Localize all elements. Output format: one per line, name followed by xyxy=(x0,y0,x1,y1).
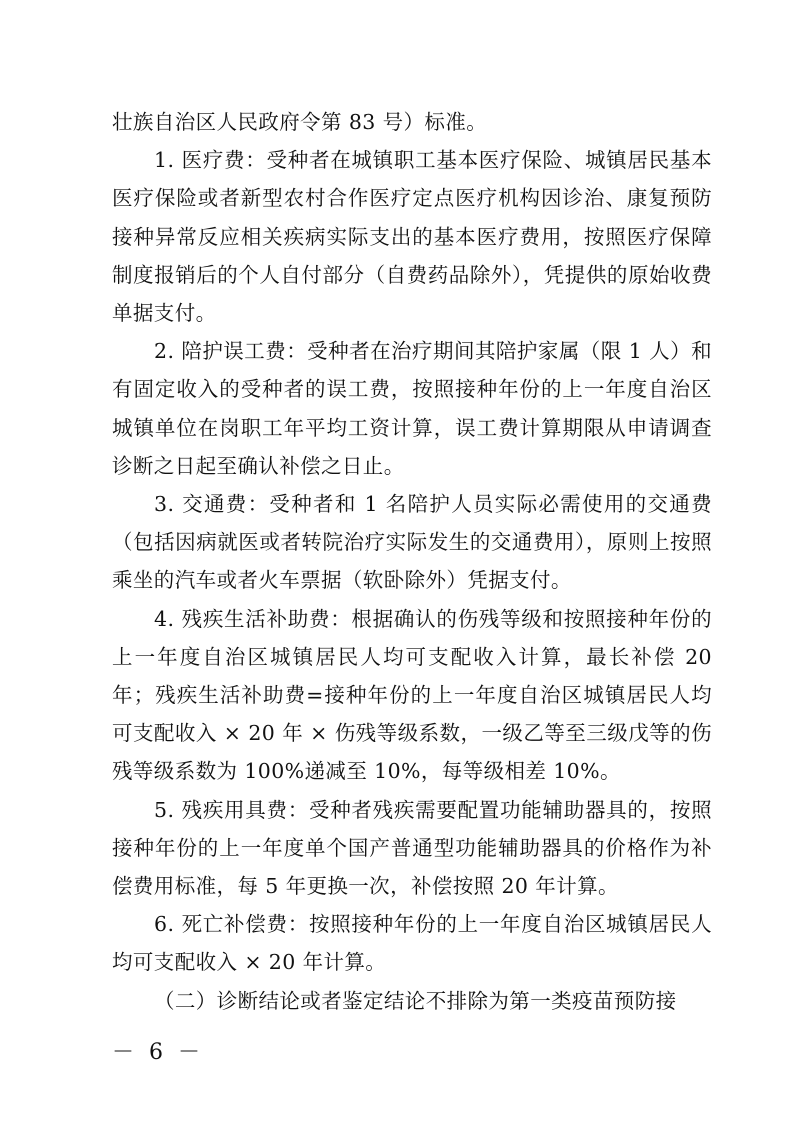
paragraph-disability-equipment: 5. 残疾用具费：受种者残疾需要配置功能辅助器具的，按照接种年份的上一年度单个国产普通型功能辅助器具的价格作为补偿费用标准，每 5 年更换一次，补偿按照 20 年计算。 xyxy=(112,797,712,899)
page-number: － 6 － xyxy=(112,1040,204,1065)
paragraph-continuation: 壮族自治区人民政府令第 83 号）标准。 xyxy=(112,110,488,134)
paragraph-section-two: （二）诊断结论或者鉴定结论不排除为第一类疫苗预防接 xyxy=(154,988,677,1013)
paragraph-nursing-lost-wages: 2. 陪护误工费：受种者在治疗期间其陪护家属（限 1 人）和有固定收入的受种者的误工费，按照接种年份的上一年度自治区城镇单位在岗职工年平均工资计算，误工费计算期限从申请调查诊断之日起至确认补偿之日止。 xyxy=(112,339,712,478)
paragraph-death-compensation: 6. 死亡补偿费：按照接种年份的上一年度自治区城镇居民人均可支配收入 × 20 年计算。 xyxy=(112,912,712,975)
paragraph-medical-expenses: 1. 医疗费：受种者在城镇职工基本医疗保险、城镇居民基本医疗保险或者新型农村合作医疗定点医疗机构因诊治、康复预防接种异常反应相关疾病实际支出的基本医疗费用，按照医疗保障制度报销后的个人自付部分（自费药品除外），凭提供的原始收费单据支付。 xyxy=(112,148,712,326)
document-body xyxy=(112,103,712,1020)
paragraph-disability-allowance: 4. 残疾生活补助费：根据确认的伤残等级和按照接种年份的上一年度自治区城镇居民人均可支配收入计算，最长补偿 20 年；残疾生活补助费=接种年份的上一年度自治区城镇居民人均可支配收入 × 20 年 × 伤残等级系数，一级乙等至三级戊等的伤残等级系数为 100%递减至 10%，每等级相差 10%。 xyxy=(112,606,712,784)
paragraph-transportation: 3. 交通费：受种者和 1 名陪护人员实际必需使用的交通费（包括因病就医或者转院治疗实际发生的交通费用），原则上按照乘坐的汽车或者火车票据（软卧除外）凭据支付。 xyxy=(112,492,712,593)
